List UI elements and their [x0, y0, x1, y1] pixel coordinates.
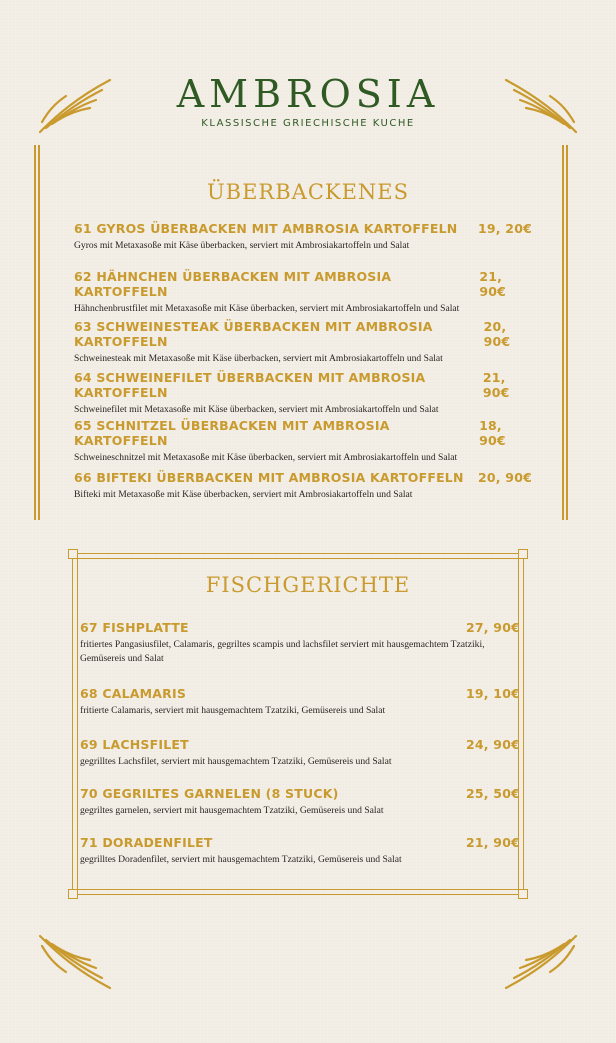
item-description: fritierte Calamaris, serviert mit hausgemachtem Tzatziki, Gemüsereis und Salat: [80, 705, 386, 716]
menu-item: [80, 620, 520, 666]
frame-corner: [518, 889, 528, 899]
item-name: 66 BIFTEKI ÜBERBACKEN MIT AMBROSIA KARTOFFELN: [74, 470, 464, 485]
menu-item: [74, 418, 532, 465]
item-price: 21, 90€: [482, 370, 510, 400]
item-description: Schweineschnitzel mit Metaxasoße mit Käse überbacken, serviert mit Ambrosiakartoffeln und Salat: [74, 452, 458, 463]
frame-corner: [518, 549, 528, 559]
item-name: 64 SCHWEINEFILET ÜBERBACKEN MIT AMBROSIA KARTOFFELN: [74, 370, 426, 400]
menu-item: [80, 737, 520, 769]
item-description: Bifteki mit Metaxasoße mit Käse überbacken, serviert mit Ambrosiakartoffeln und Salat: [74, 489, 413, 500]
item-name: 61 GYROS ÜBERBACKEN MIT AMBROSIA KARTOFFELN: [74, 221, 458, 236]
wing-ornament-bottom-right-icon: [500, 932, 580, 992]
brand-header: [0, 72, 616, 129]
menu-item: [74, 319, 532, 366]
menu-item: [74, 269, 532, 316]
menu-item: [80, 786, 520, 818]
item-name: 71 DORADENFILET: [80, 835, 213, 850]
item-name: 67 FISHPLATTE: [80, 620, 189, 635]
item-price: 24, 90€: [466, 737, 520, 752]
section-title-uberbackenes: ÜBERBACKENES: [206, 180, 410, 204]
item-description: gegriltes garnelen, serviert mit hausgemachtem Tzatziki, Gemüsereis und Salat: [80, 805, 384, 816]
item-name: 68 CALAMARIS: [80, 686, 187, 701]
item-name: 70 GEGRILTES GARNELEN (8 STUCK): [80, 786, 339, 801]
item-description: fritiertes Pangasiusfilet, Calamaris, gegriltes scampis und lachsfilet serviert mit hausgemachtem Tzatziki, Gemüsereis und Salat: [80, 639, 485, 664]
item-price: 18, 90€: [479, 418, 506, 448]
frame-corner: [68, 549, 78, 559]
item-description: gegrilltes Lachsfilet, serviert mit hausgemachtem Tzatziki, Gemüsereis und Salat: [80, 756, 392, 767]
item-price: 21, 90€: [479, 269, 507, 299]
menu-item: [80, 686, 520, 718]
item-price: 19, 10€: [466, 686, 520, 701]
item-price: 25, 50€: [466, 786, 520, 801]
item-description: Schweinefilet mit Metaxasoße mit Käse überbacken, serviert mit Ambrosiakartoffeln und Salat: [74, 404, 439, 415]
menu-item: [74, 221, 532, 253]
menu-item: [80, 835, 520, 867]
wing-ornament-bottom-left-icon: [36, 932, 116, 992]
menu-item: [74, 370, 532, 417]
item-price: 19, 20€: [478, 221, 532, 236]
brand-name: AMBROSIA: [176, 72, 440, 116]
item-description: Hähnchenbrustfilet mit Metaxasoße mit Käse überbacken, serviert mit Ambrosiakartoffeln und Salat: [74, 303, 460, 314]
section-title-fischgerichte: FISCHGERICHTE: [205, 573, 411, 597]
item-description: Schweinesteak mit Metaxasoße mit Käse überbacken, serviert mit Ambrosiakartoffeln und Salat: [74, 353, 443, 364]
frame-corner: [68, 889, 78, 899]
item-description: Gyros mit Metaxasoße mit Käse überbacken, serviert mit Ambrosiakartoffeln und Salat: [74, 240, 410, 251]
item-price: 27, 90€: [466, 620, 520, 635]
item-price: 21, 90€: [466, 835, 520, 850]
item-name: 69 LACHSFILET: [80, 737, 189, 752]
menu-item: [74, 470, 532, 502]
brand-subtitle: KLASSISCHE GRIECHISCHE KUCHE: [201, 118, 415, 129]
item-name: 65 SCHNITZEL ÜBERBACKEN MIT AMBROSIA KARTOFFELN: [74, 418, 390, 448]
item-name: 63 SCHWEINESTEAK ÜBERBACKEN MIT AMBROSIA KARTOFFELN: [74, 319, 433, 349]
item-name: 62 HÄHNCHEN ÜBERBACKEN MIT AMBROSIA KARTOFFELN: [74, 269, 392, 299]
item-price: 20, 90€: [478, 470, 532, 485]
item-price: 20, 90€: [483, 319, 511, 349]
item-description: gegrilltes Doradenfilet, serviert mit hausgemachtem Tzatziki, Gemüsereis und Salat: [80, 854, 402, 865]
